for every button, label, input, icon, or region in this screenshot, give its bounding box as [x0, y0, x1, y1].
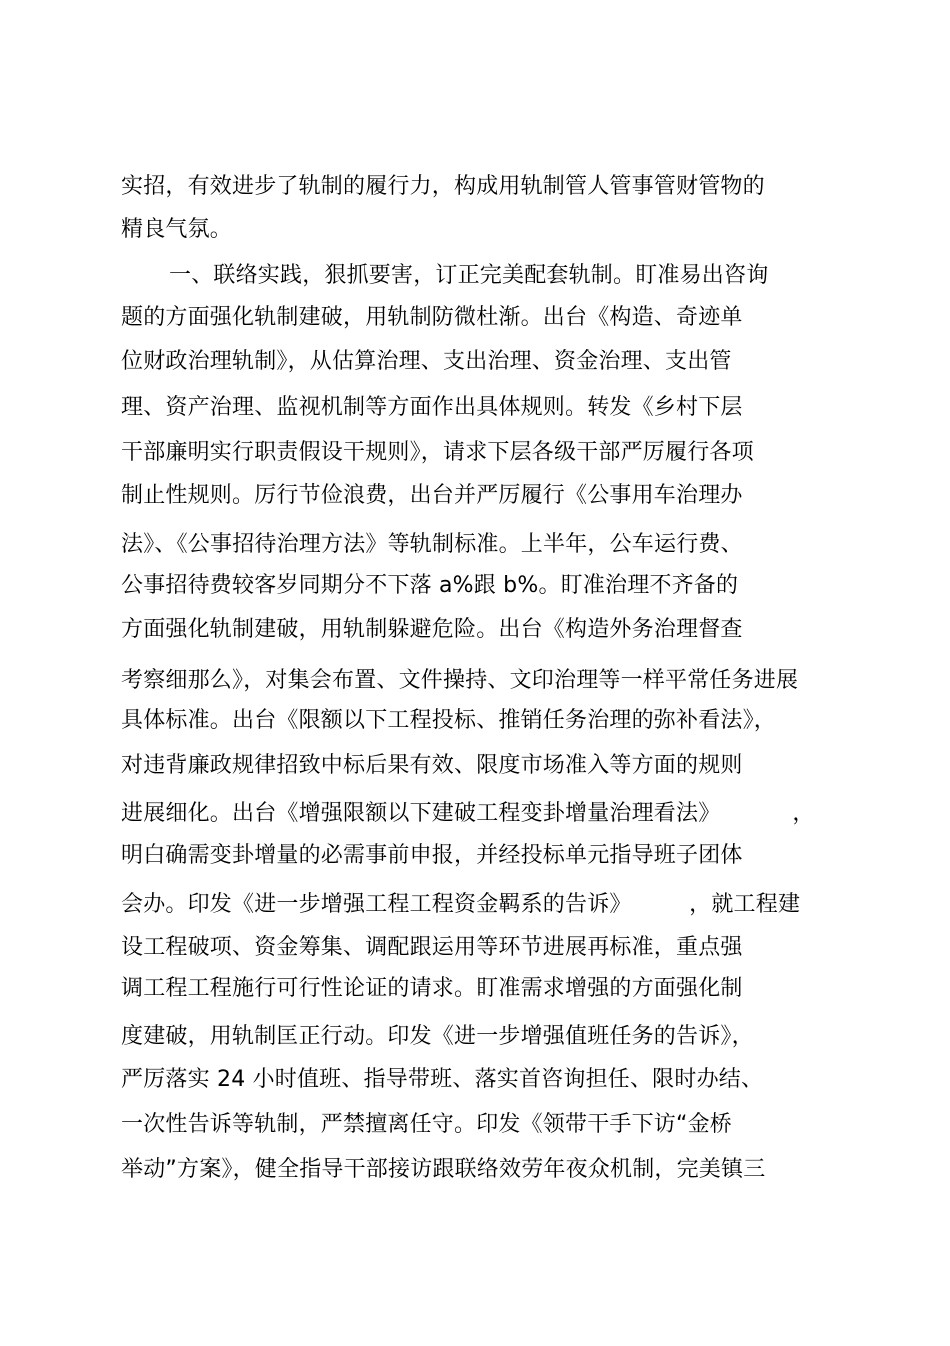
text-line: 公事招待费较客岁同期分不下落 a%跟 b%。盯准治理不齐备的 [121, 573, 739, 598]
text-line: 对违背廉政规律招致中标后果有效、限度市场准入等方面的规则 [121, 753, 743, 778]
text-line: 题的方面强化轨制建破，用轨制防微杜渐。出台《构造、奇迹单 [121, 305, 743, 330]
text-line: 明白确需变卦增量的必需事前申报，并经投标单元指导班子团体 [121, 843, 743, 868]
text-line: 法》、《公事招待治理方法》等轨制标准。上半年，公车运行费、 [121, 532, 743, 557]
text-line: 度建破，用轨制匡正行动。印发《进一步增强值班任务的告诉》， [121, 1024, 754, 1049]
text-line: 考察细那么》，对集会布置、文件操持、文印治理等一样平常任务进展 [121, 668, 799, 693]
text-line: 调工程工程施行可行性论证的请求。盯准需求增强的方面强化制 [121, 976, 743, 1001]
text-line: 实招，有效进步了轨制的履行力，构成用轨制管人管事管财管物的 [121, 174, 765, 199]
text-line: 位财政治理轨制》，从估算治理、支出治理、资金治理、支出管 [121, 349, 732, 374]
text-line: 方面强化轨制建破，用轨制躲避危险。出台《构造外务治理督查 [121, 617, 743, 642]
text-line: 严厉落实 24 小时值班、指导带班、落实首咨询担任、限时办结、 [121, 1067, 764, 1092]
text-line: 会办。印发《进一步增强工程工程资金羁系的告诉》 ，就工程建 [121, 892, 801, 917]
text-line: 精良气氛。 [121, 217, 233, 242]
text-line: 制止性规则。厉行节俭浪费，出台并严厉履行《公事用车治理办 [121, 483, 743, 508]
text-line: 一次性告诉等轨制，严禁擅离任守。印发《领带干手下访“金桥 [121, 1112, 732, 1137]
text-line: 理、资产治理、监视机制等方面作出具体规则。转发《乡村下层 [121, 395, 743, 420]
text-line: 进展细化。出台《增强限额以下建破工程变卦增量治理看法》 ， [121, 801, 815, 826]
text-line: 举动”方案》，健全指导干部接访跟联络效劳年夜众机制，完美镇三 [121, 1157, 766, 1182]
text-line: 设工程破项、资金筹集、调配跟运用等环节进展再标准，重点强 [121, 935, 743, 960]
text-line: 干部廉明实行职责假设干规则》，请求下层各级干部严厉履行各项 [121, 440, 754, 465]
text-line: 具体标准。出台《限额以下工程投标、推销任务治理的弥补看法》， [121, 708, 777, 733]
paragraph-first-line: 一、联络实践，狠抓要害，订正完美配套轨制。盯准易出咨询 [169, 263, 769, 288]
